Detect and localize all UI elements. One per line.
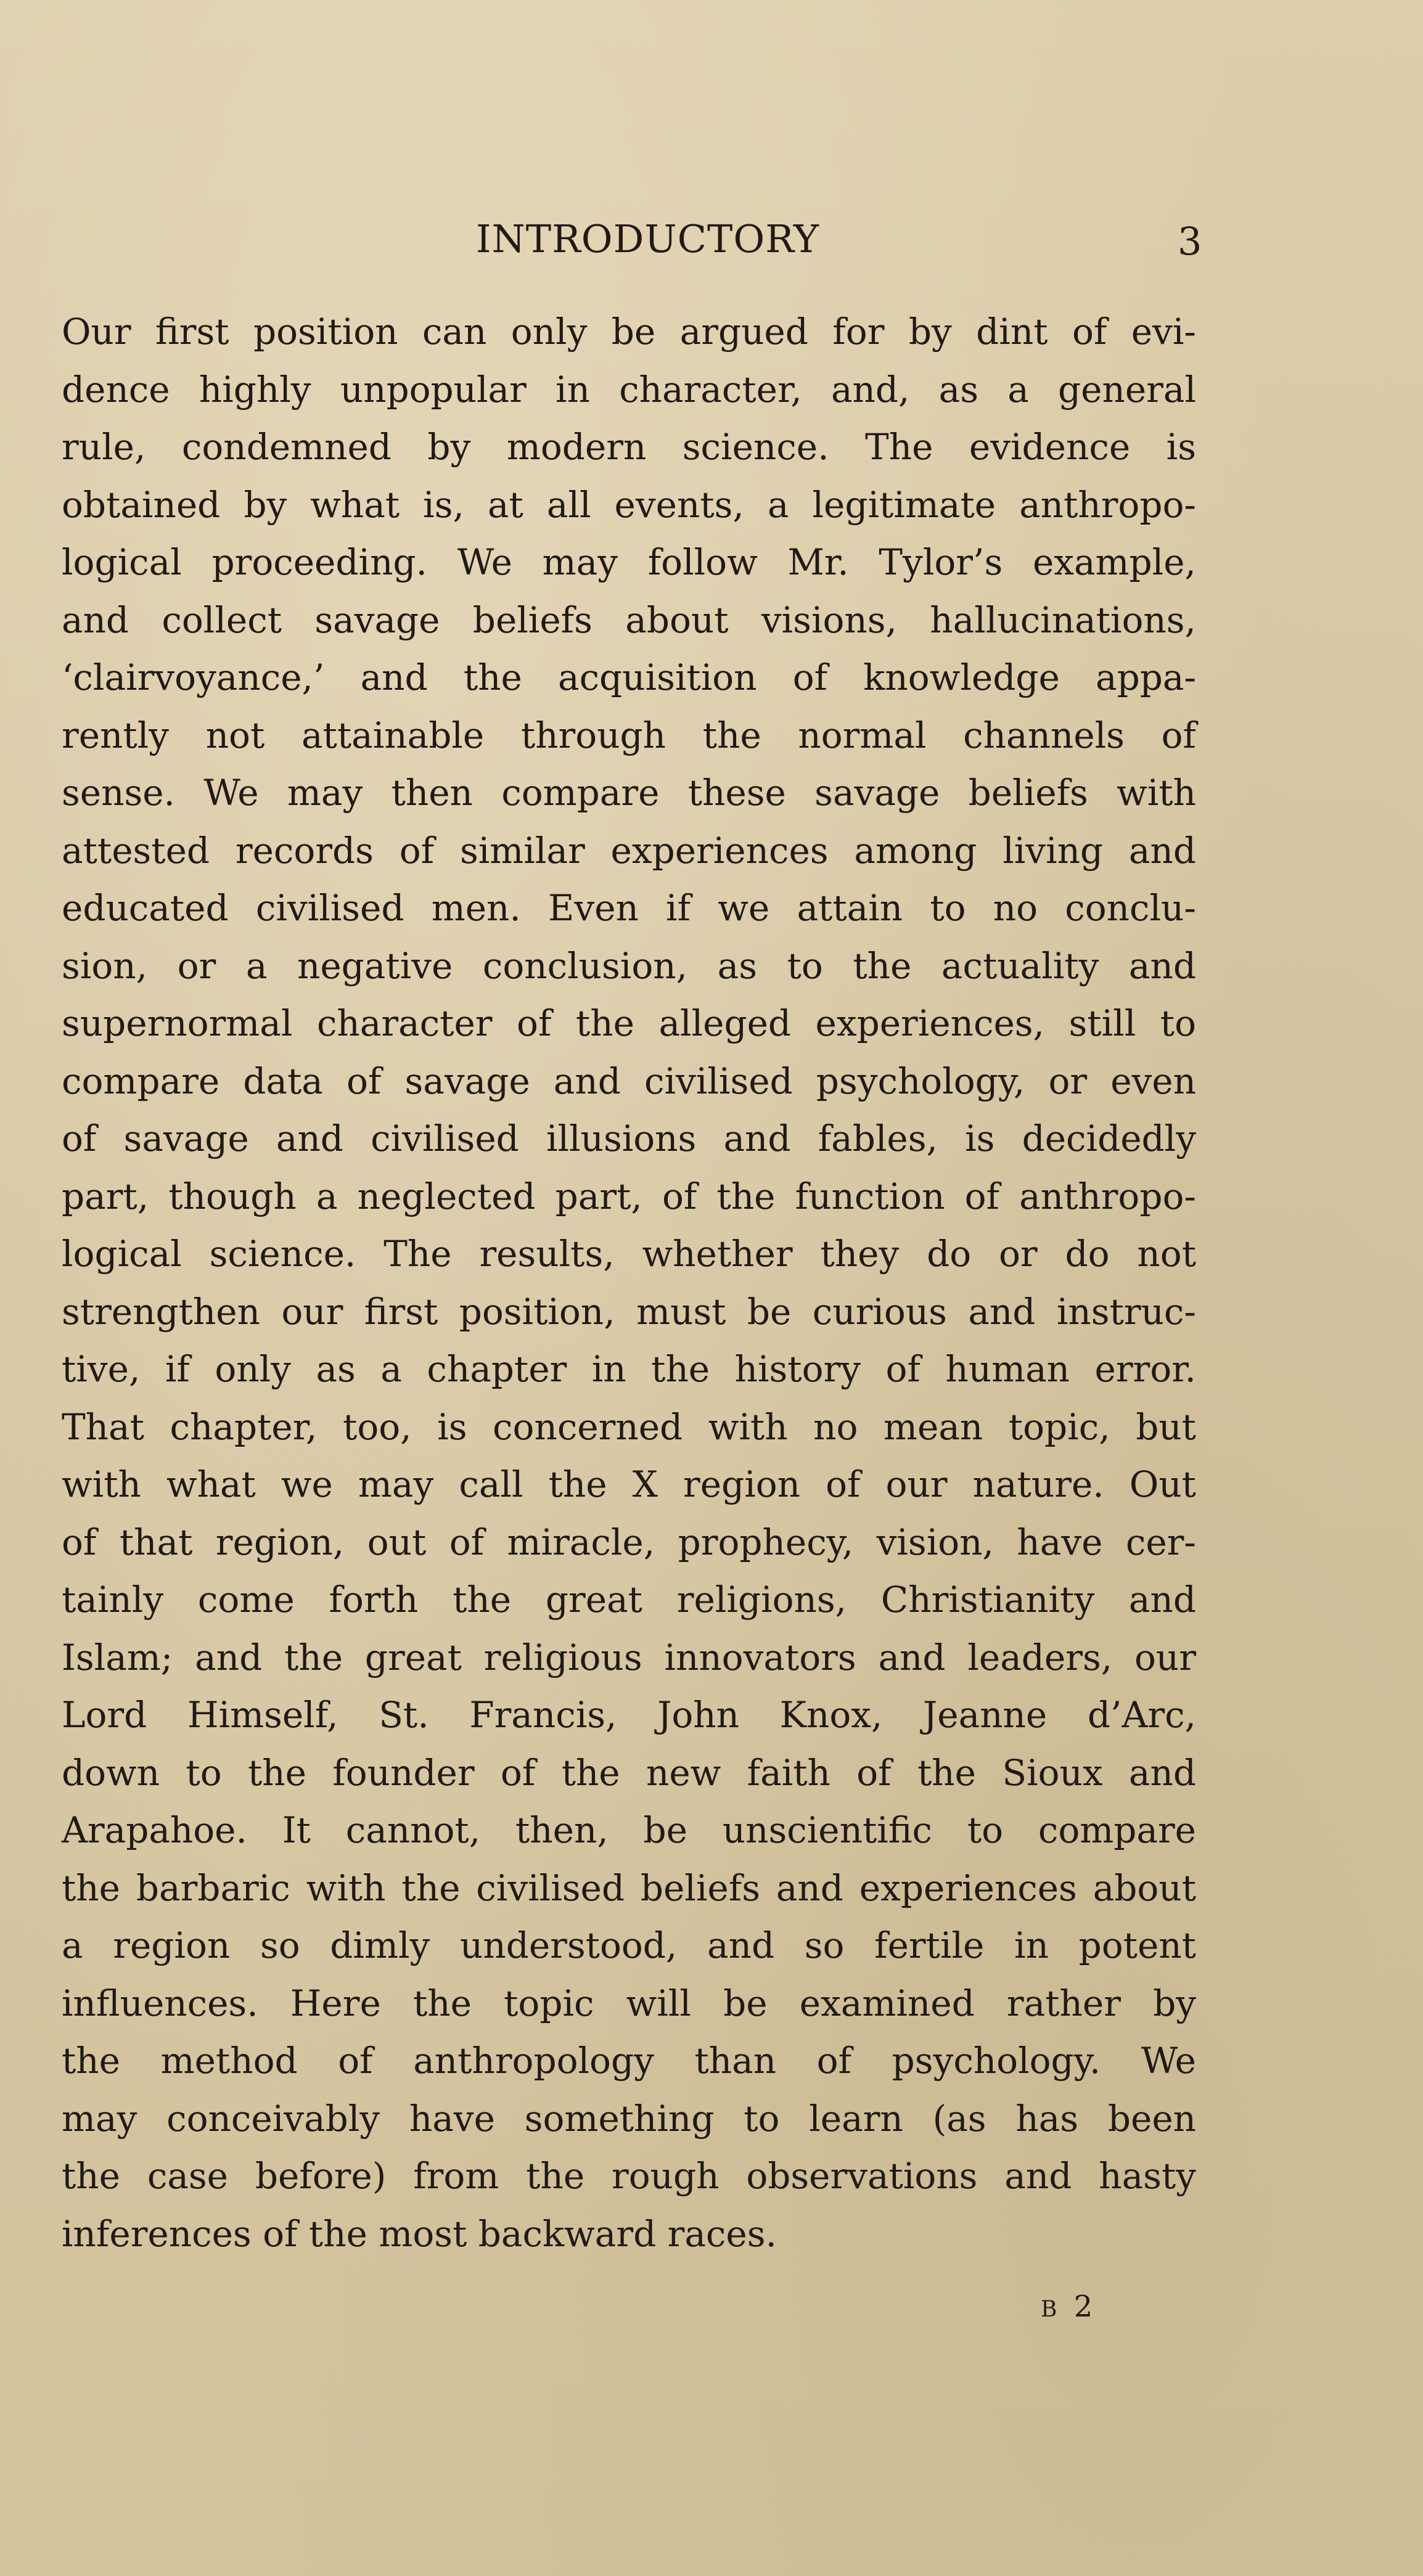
- text-line: Our first position can only be argued for by dint of evi-: [62, 311, 1196, 353]
- text-line: That chapter, too, is concerned with no mean topic, but: [62, 1405, 1196, 1448]
- running-head: INTRODUCTORY: [476, 216, 819, 261]
- text-line: logical science. The results, whether they do or do not: [62, 1233, 1196, 1275]
- text-line: rule, condemned by modern science. The evidence is: [62, 426, 1196, 468]
- text-line: of that region, out of miracle, prophecy, vision, have cer-: [62, 1521, 1196, 1563]
- text-line: inferences of the most backward races.: [62, 2212, 777, 2255]
- text-line: ‘clairvoyance,’ and the acquisition of knowledge appa-: [62, 656, 1196, 698]
- text-line: the barbaric with the civilised beliefs and experiences about: [62, 1867, 1196, 1909]
- text-line: logical proceeding. We may follow Mr. Tylor’s example,: [62, 541, 1196, 583]
- text-line: attested records of similar experiences among living and: [62, 829, 1196, 872]
- text-line: may conceivably have something to learn (as has been: [62, 2097, 1196, 2140]
- text-line: dence highly unpopular in character, and, as a general: [62, 368, 1196, 411]
- text-line: obtained by what is, at all events, a legitimate anthropo-: [62, 483, 1196, 526]
- text-line: with what we may call the X region of our nature. Out: [62, 1463, 1196, 1505]
- text-line: part, though a neglected part, of the function of anthropo-: [62, 1175, 1196, 1217]
- printer-signature-mark: [1041, 2288, 1096, 2328]
- text-line: strengthen our first position, must be curious and instruc-: [62, 1290, 1196, 1333]
- text-line: a region so dimly understood, and so fertile in potent: [62, 1924, 1196, 1966]
- body-text: [62, 303, 1196, 2263]
- text-line: educated civilised men. Even if we attain to no conclu-: [62, 887, 1196, 929]
- text-line: sense. We may then compare these savage beliefs with: [62, 772, 1196, 814]
- text-line: and collect savage beliefs about visions, hallucinations,: [62, 599, 1196, 641]
- text-line: supernormal character of the alleged experiences, still to: [62, 1002, 1196, 1044]
- text-line: the case before) from the rough observations and hasty: [62, 2155, 1196, 2197]
- text-line: the method of anthropology than of psychology. We: [62, 2040, 1196, 2082]
- text-line: Arapahoe. It cannot, then, be unscientific to compare: [62, 1809, 1196, 1851]
- text-line: tive, if only as a chapter in the history of human error.: [62, 1348, 1196, 1390]
- text-line: of savage and civilised illusions and fables, is decidedly: [62, 1118, 1196, 1159]
- text-line: influences. Here the topic will be examined rather by: [62, 1982, 1196, 2024]
- signature-letter: B: [1041, 2297, 1061, 2322]
- text-line: Islam; and the great religious innovators and leaders, our: [62, 1636, 1196, 1678]
- text-line: compare data of savage and civilised psychology, or even: [62, 1060, 1196, 1102]
- text-line: sion, or a negative conclusion, as to the actuality and: [62, 944, 1196, 987]
- signature-number: 2: [1073, 2289, 1097, 2324]
- text-line: rently not attainable through the normal channels of: [62, 714, 1196, 756]
- text-line: Lord Himself, St. Francis, John Knox, Jeanne d’Arc,: [62, 1694, 1196, 1736]
- text-line: down to the founder of the new faith of the Sioux and: [62, 1751, 1196, 1794]
- page-number: 3: [1178, 219, 1202, 264]
- text-line: tainly come forth the great religions, Christianity and: [62, 1579, 1196, 1621]
